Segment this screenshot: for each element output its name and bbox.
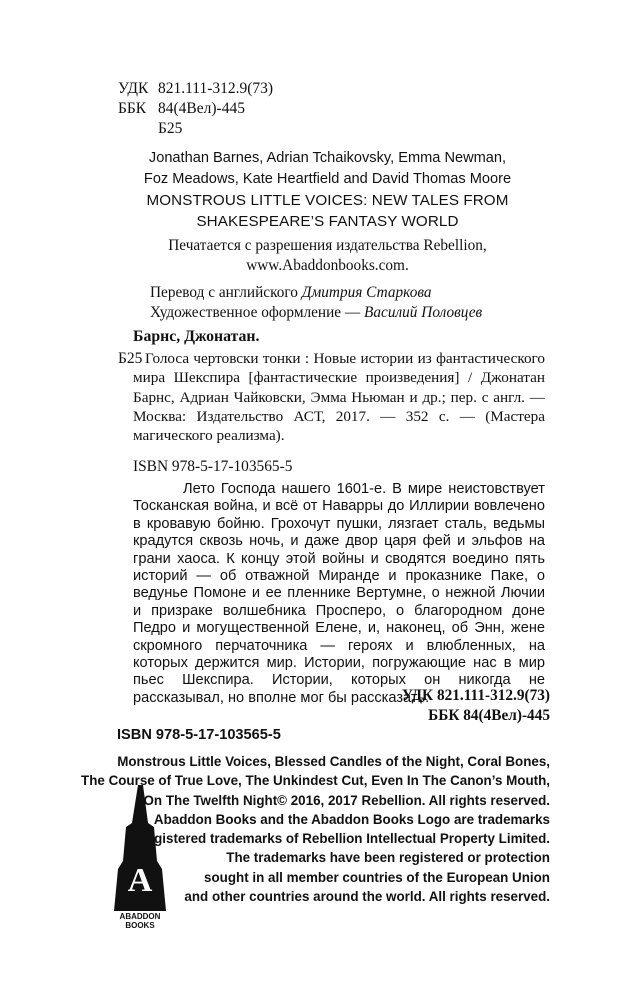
bib-cutter: Б25 (118, 350, 143, 367)
footer-udk: УДК 821.111-312.9(73) (401, 687, 550, 704)
rights-line: The Course of True Love, The Unkindest Cut, Even In The Canon’s Mouth, (81, 773, 550, 789)
isbn-russian: ISBN 978-5-17-103565-5 (133, 458, 293, 475)
translator-name: Дмитрия Старкова (301, 284, 432, 301)
bbk-value: 84(4Вел)-445 (158, 100, 245, 117)
credits (150, 283, 482, 323)
translation-label: Перевод с английского (150, 284, 298, 301)
bib-author-heading: Барнс, Джонатан. (133, 328, 260, 345)
rights-line: sought in all member countries of the European Union (204, 869, 550, 885)
translation-credit (150, 283, 482, 303)
rights-line: Monstrous Little Voices, Blessed Candles of the Night, Coral Bones, (117, 754, 550, 769)
title-line: SHAKESPEARE’S FANTASY WORLD (196, 213, 459, 230)
bib-description: Голоса чертовски тонки : Новые истории из фантастического мира Шекспира [фантастические произведения] / Джонатан Барнс, Адриан Чайковски, Эмма Ньюман и др.; пер. с англ. — Москва: Издательство АСТ, 2017. — 352 с. — (Мастера магического реализма). (133, 350, 545, 445)
rights-notice (81, 752, 550, 906)
footer-bbk: ББК 84(4Вел)-445 (428, 707, 550, 724)
rights-line: The trademarks have been registered or protection (226, 850, 550, 866)
annotation: Лето Господа нашего 1601-е. В мире неистовствует Тосканская война, и всё от Наварры до Иллирии вовлечено в кровавую бойню. Грохочут пушки, лязгает сталь, ведьмы крадутся сквозь ночь, и даже двор царя фей и эльфов на грани хаоса. К концу этой войны и сводятся воедино пять историй — об отважной Миранде и проказнике Паке, о ведунье Помоне и ее пленнике Вертумне, о нежной Лючии и призраке волшебника Просперо, о благородном доне Педро и могущественной Елене, и, наконец, об Энн, жене скромного перчаточника — героях и влюбленных, на которых держится мир. Истории, погружающие нас в мир пьес Шекспира. Истории, которых он никогда не рассказывал, но вполне мог бы рассказать. (133, 481, 545, 706)
rights-line: Abaddon Books and the Abaddon Books Logo are trademarks (153, 811, 550, 827)
isbn-footer: ISBN 978-5-17-103565-5 (117, 727, 281, 743)
rights-line: or registered trademarks of Rebellion Intellectual Property Limited. (124, 831, 550, 847)
udk-value: 821.111-312.9(73) (158, 80, 274, 97)
design-label: Художественное оформление — (150, 304, 361, 321)
cutter-line (118, 119, 273, 139)
permission-line: Печатается с разрешения издательства Rebellion, (168, 237, 487, 254)
rights-line: and other countries around the world. All rights reserved. (184, 889, 550, 905)
original-authors (105, 148, 550, 190)
authors-line: Jonathan Barnes, Adrian Tchaikovsky, Emma Newman, (148, 150, 507, 166)
rights-line: On The Twelfth Night© 2016, 2017 Rebellion. All rights reserved. (143, 792, 550, 808)
original-title (105, 190, 550, 232)
authors-line: Foz Meadows, Kate Heartfield and David Thomas Moore (143, 171, 512, 187)
classification-block (118, 79, 273, 139)
logo-text-line2: BOOKS (125, 921, 155, 929)
permission-note (105, 236, 550, 276)
permission-url: www.Abaddonbooks.com. (246, 257, 409, 274)
title-line: MONSTROUS LITTLE VOICES: NEW TALES FROM (146, 192, 509, 209)
bbk-line (118, 99, 273, 119)
logo-text-line1: ABADDON (119, 912, 161, 921)
udk-line (118, 79, 273, 99)
design-credit (150, 303, 482, 323)
udk-label: УДК (118, 80, 149, 97)
designer-name: Василий Половцев (364, 304, 483, 321)
bbk-label: ББК (118, 100, 147, 117)
cutter-code: Б25 (158, 120, 183, 137)
footer-codes (402, 686, 550, 726)
logo-letter: A (127, 862, 153, 899)
